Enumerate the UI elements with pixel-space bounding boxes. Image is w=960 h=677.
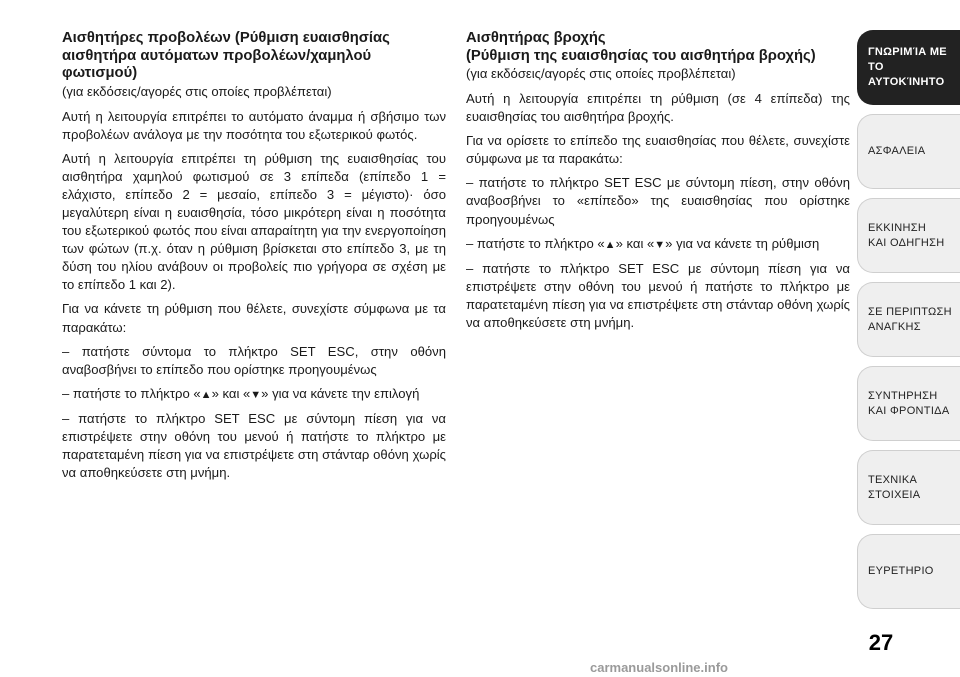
down-arrow-icon: ▼ xyxy=(250,388,262,401)
right-column xyxy=(466,30,850,338)
watermark: carmanualsonline.info xyxy=(590,660,728,675)
paragraph: Για να ορίσετε το επίπεδο της ευαισθησίας που θέλετε, συνεχίστε σύμφωνα με τα παρακάτω: xyxy=(466,133,850,167)
up-arrow-icon: ▲ xyxy=(604,238,616,251)
paragraph: Αυτή η λειτουργία επιτρέπει το αυτόματο άναμμα ή σβήσιμο των προβολέων ανάλογα με την ποσότητα του εξωτερικού φωτός. xyxy=(62,108,446,142)
section-subtitle: (για εκδόσεις/αγορές στις οποίες προβλέπεται) xyxy=(62,83,332,99)
tab-safety[interactable]: ΑΣΦΑΛΕΙΑ xyxy=(857,114,960,189)
text-fragment: » και « xyxy=(615,235,655,251)
tab-maintenance[interactable]: ΣΥΝΤΗΡΗΣΗ ΚΑΙ ΦΡΟΝΤΙΔΑ xyxy=(857,366,960,441)
page-number: 27 xyxy=(868,630,894,655)
text-fragment: » για να κάνετε τη ρύθμιση xyxy=(665,235,820,251)
paragraph: – πατήστε το πλήκτρο SET ESC με σύντομη πίεση, στην οθόνη αναβοσβήνει το «επίπεδο» της ευαισθησίας που ορίστηκε προηγουμένως xyxy=(466,175,850,227)
text-fragment: » για να κάνετε την επιλογή xyxy=(261,385,420,401)
paragraph: – πατήστε σύντομα το πλήκτρο SET ESC, στην οθόνη αναβοσβήνει το επίπεδο που ορίστηκε προηγουμένως xyxy=(62,343,446,377)
chapter-tabs xyxy=(857,30,960,618)
text-fragment: – πατήστε το πλήκτρο « xyxy=(466,235,605,251)
left-column xyxy=(62,30,446,488)
tab-starting-driving[interactable]: ΕΚΚΙΝΗΣΗ ΚΑΙ ΟΔΗΓΗΣΗ xyxy=(857,198,960,273)
rain-sensor-title xyxy=(466,30,850,65)
tab-emergency[interactable]: ΣΕ ΠΕΡΙΠΤΩΣΗ ΑΝΑΓΚΗΣ xyxy=(857,282,960,357)
paragraph: – πατήστε το πλήκτρο SET ESC με σύντομη πίεση για να επιστρέψετε στην οθόνη του μενού ή πατήστε το πλήκτρο με παρατεταμένη πίεση για να επιστρέψετε στη στάνταρ οθόνη χωρίς να αποθηκεύσετε στη μνήμη. xyxy=(466,260,850,331)
down-arrow-icon: ▼ xyxy=(654,238,666,251)
up-arrow-icon: ▲ xyxy=(200,388,212,401)
text-fragment: » και « xyxy=(211,385,251,401)
paragraph: Αυτή η λειτουργία επιτρέπει τη ρύθμιση της ευαισθησίας του αισθητήρα χαμηλού φωτισμού σε 3 επίπεδα (επίπεδο 1 = ελάχιστο, επίπεδο 2 = μεσαίο, επίπεδο 3 = μέγιστο)· όσο μεγαλύτερη είναι η ευαισθησία, τόσο μικρότερη είναι η ποσότητα του εξωτερικού φωτός που είναι απαραίτητη για την ενεργοποίηση των φώτων (π.χ. όταν η ρύθμιση βρίσκεται στο επίπεδο 3, με τη δύση του ηλίου ανάβουν οι προβολείς πιο γρήγορα σε σχέση με το επίπεδο 1 και 2). xyxy=(62,150,446,293)
paragraph: Για να κάνετε τη ρύθμιση που θέλετε, συνεχίστε σύμφωνα με τα παρακάτω: xyxy=(62,301,446,335)
title-line-2: αισθητήρα αυτόματων προβολέων/χαμηλού φωτισμού) xyxy=(62,47,372,81)
paragraph-keys xyxy=(62,385,446,404)
headlight-sensor-title xyxy=(62,30,446,83)
paragraph-keys xyxy=(466,235,850,254)
title-line-2: (Ρύθμιση της ευαισθησίας του αισθητήρα βροχής) xyxy=(466,47,816,64)
title-line-1: Αισθητήρες προβολέων (Ρύθμιση ευαισθησίας xyxy=(62,30,390,46)
paragraph: – πατήστε το πλήκτρο SET ESC με σύντομη πίεση για να επιστρέψετε στην οθόνη του μενού ή πατήστε το πλήκτρο με παρατεταμένη πίεση για να επιστρέψετε στη στάνταρ οθόνη χωρίς να αποθηκεύσετε στη μνήμη. xyxy=(62,410,446,481)
text-fragment: – πατήστε το πλήκτρο « xyxy=(62,385,201,401)
tab-getting-to-know[interactable]: ΓΝΩΡΙΜΊΑ ΜΕ ΤΟ ΑΥΤΟΚΊΝΗΤΟ xyxy=(857,30,960,105)
tab-index[interactable]: ΕΥΡΕΤΗΡΙΟ xyxy=(857,534,960,609)
title-line-1: Αισθητήρας βροχής xyxy=(466,30,606,46)
paragraph: Αυτή η λειτουργία επιτρέπει τη ρύθμιση (σε 4 επίπεδα) της ευαισθησίας του αισθητήρα βροχής. xyxy=(466,91,850,125)
section-subtitle: (για εκδόσεις/αγορές στις οποίες προβλέπεται) xyxy=(466,66,736,81)
tab-technical-data[interactable]: ΤΕΧΝΙΚΑ ΣΤΟΙΧΕΙΑ xyxy=(857,450,960,525)
